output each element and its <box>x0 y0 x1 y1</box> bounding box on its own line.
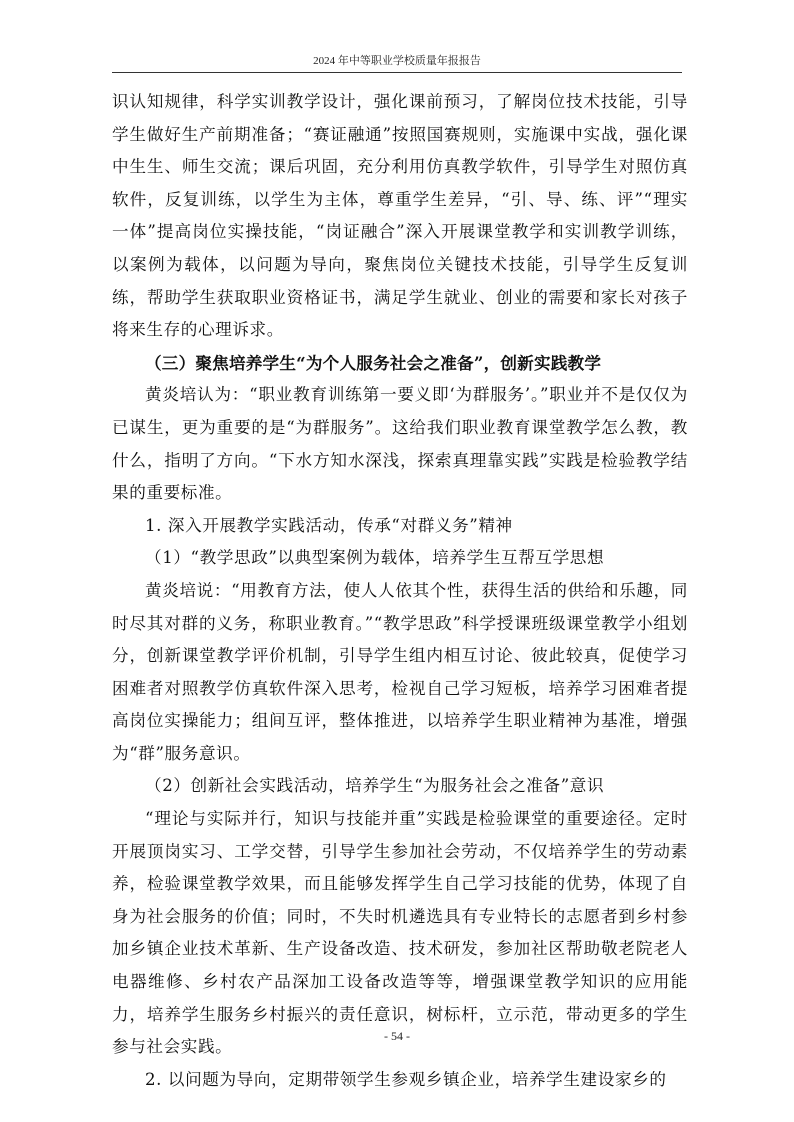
header-divider <box>112 72 682 73</box>
page-number: - 54 - <box>384 1029 410 1043</box>
paragraph-continued: 识认知规律，科学实训教学设计，强化课前预习，了解岗位技术技能，引导学生做好生产前期准备；“赛证融通”按照国赛规则，实施课中实战，强化课中生生、师生交流；课后巩固，充分利用仿真教学软件，引导学生对照仿真软件，反复训练，以学生为主体，尊重学生差异，“引、导、练、评”“理实一体”提高岗位实操技能，“岗证融合”深入开展课堂教学和实训教学训练，以案例为载体，以问题为导向，聚焦岗位关键技术技能，引导学生反复训练，帮助学生获取职业资格证书，满足学生就业、创业的需要和家长对孩子将来生存的心理诉求。 <box>112 92 688 340</box>
subheading-1: 1. 深入开展教学实践活动，传承“对群义务”精神 <box>145 515 513 535</box>
section-heading-3: （三）聚焦培养学生“为个人服务社会之准备”，创新实践教学 <box>145 352 602 373</box>
document-body <box>112 86 688 1096</box>
paragraph-teaching-politics: 黄炎培说：“用教育方法，使人人依其个性，获得生活的供给和乐趣，同时尽其对群的义务，称职业教育。”“教学思政”科学授课班级课堂教学小组划分，创新课堂教学评价机制，引导学生组内相互讨论、彼此较真，促使学习困难者对照教学仿真软件深入思考，检视自己学习短板，培养学习困难者提高岗位实操能力；组间互评，整体推进，以培养学生职业精神为基准，增强为“群”服务意识。 <box>112 580 688 763</box>
subheading-1-1: （1）“教学思政”以典型案例为载体，培养学生互帮互学思想 <box>145 548 605 568</box>
subheading-2: 2. 以问题为导向，定期带领学生参观乡镇企业，培养学生建设家乡的 <box>145 1069 667 1089</box>
paragraph-social-practice: “理论与实际并行，知识与技能并重”实践是检验课堂的重要途径。定时开展顶岗实习、工学交替，引导学生参加社会劳动，不仅培养学生的劳动素养，检验课堂教学效果，而且能够发挥学生自己学习技能的优势，体现了自身为社会服务的价值；同时，不失时机遴选具有专业特长的志愿者到乡村参加乡镇企业技术革新、生产设备改造、技术研发，参加社区帮助敬老院老人电器维修、乡村农产品深加工设备改造等等，增强课堂教学知识的应用能力，培养学生服务乡村振兴的责任意识，树标杆，立示范，带动更多的学生参与社会实践。 <box>112 809 688 1057</box>
paragraph-quote-intro: 黄炎培认为：“职业教育训练第一要义即‘为群服务’。”职业并不是仅仅为已谋生，更为重要的是“为群服务”。这给我们职业教育课堂教学怎么教，教什么，指明了方向。“下水方知水深浅，探索真理靠实践”实践是检验教学结果的重要标准。 <box>112 385 688 503</box>
subheading-1-2: （2）创新社会实践活动，培养学生“为服务社会之准备”意识 <box>145 776 605 796</box>
running-header: 2024 年中等职业学校质量年报报告 <box>313 55 481 67</box>
